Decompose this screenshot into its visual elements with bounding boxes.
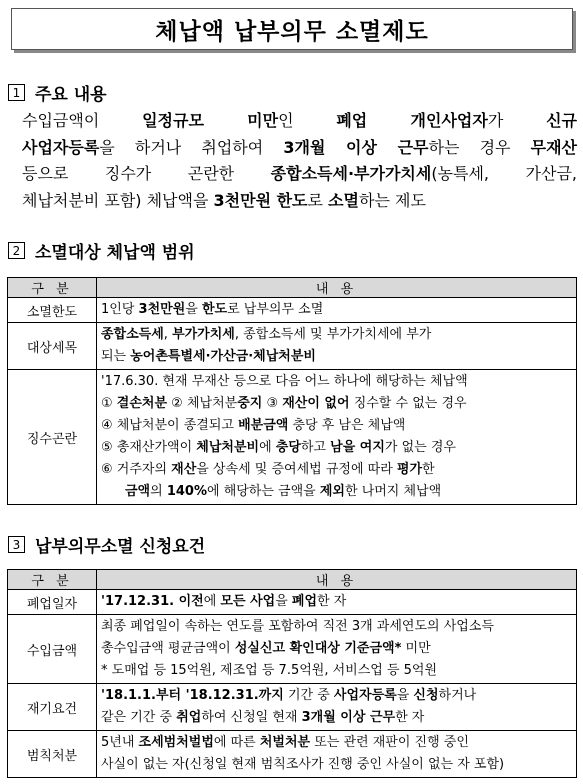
text-run: 취업 <box>176 710 202 725</box>
section-number-3: 3 <box>8 536 25 553</box>
row-content <box>97 684 577 731</box>
table-row <box>8 298 577 323</box>
section-1-paragraph <box>22 108 577 214</box>
content-line <box>101 660 572 682</box>
content-line <box>101 707 572 729</box>
text-run: , 종합소득세 및 부가가치세에 부가 <box>234 327 432 342</box>
text-run: 로 <box>307 190 329 210</box>
section-3-heading <box>8 532 205 557</box>
content-line <box>101 638 572 660</box>
section-1-heading <box>8 80 107 105</box>
text-run: 하여 신청일 현재 <box>201 710 302 725</box>
text-run: 가 <box>487 111 547 130</box>
table-row <box>8 370 577 505</box>
text-run: 3천만원 한도 <box>213 190 308 210</box>
content-line <box>101 459 572 481</box>
text-run: 을 <box>185 302 202 317</box>
row-label: 범칙처분 <box>8 731 97 778</box>
text-run: 하는 제도 <box>358 190 426 210</box>
text-run: * 도매업 등 15억원, 제조업 등 7.5억원, 서비스업 등 5억원 <box>101 663 438 678</box>
text-run: 처벌처분 <box>259 735 311 750</box>
text-run: 재산 <box>171 462 197 477</box>
text-run: 140% <box>166 484 207 499</box>
text-run: 한 나머지 체납액 <box>345 484 442 499</box>
text-run: 한도 <box>201 302 228 317</box>
section-2-title: 소멸대상 체납액 범위 <box>35 243 195 263</box>
content-line <box>101 371 572 393</box>
table-row <box>8 731 577 778</box>
text-run: 1인당 <box>101 302 139 317</box>
text-run: 제외 <box>319 484 345 499</box>
text-run: 3개월 이상 근무 <box>283 137 429 157</box>
requirements-table <box>7 569 577 778</box>
row-label: 수입금액 <box>8 615 97 684</box>
text-run: 폐업 개인사업자 <box>336 111 488 130</box>
row-content <box>97 615 577 684</box>
row-label: 폐업일자 <box>8 590 97 615</box>
text-run: 하거나 <box>438 688 477 703</box>
text-run: 종합소득세·부가가치세 <box>270 164 432 183</box>
text-run: 일정규모 미만 <box>142 111 279 130</box>
section-number-1: 1 <box>8 84 25 101</box>
row-label: 대상세목 <box>8 323 97 370</box>
row-label: 징수곤란 <box>8 370 97 505</box>
paragraph-line <box>22 188 577 215</box>
content-line <box>101 616 572 638</box>
table-row <box>8 615 577 684</box>
text-run: 사업자등록 <box>22 137 100 157</box>
text-run: 농어촌특별세·가산금·체납처분비 <box>130 349 316 364</box>
paragraph-line <box>22 135 577 162</box>
table-header-content: 내 용 <box>97 570 577 590</box>
content-line <box>101 685 572 707</box>
text-run: 성실신고 확인대상 기준금액* <box>234 641 402 656</box>
text-run: ② 체납처분 <box>167 396 238 411</box>
text-run: 부가가치세 <box>172 327 235 342</box>
text-run: 에 <box>203 594 221 609</box>
text-run: 기간 중 <box>283 688 334 703</box>
text-run: 충당 후 남은 체납액 <box>288 418 406 433</box>
text-run: ⑤ 총재산가액이 <box>101 440 197 455</box>
text-run: 조세범처벌법 <box>138 735 214 750</box>
text-run: 소멸 <box>328 190 359 210</box>
text-run: 한 <box>422 462 435 477</box>
text-run: 남을 여지 <box>330 440 385 455</box>
paragraph-line <box>22 108 577 135</box>
text-run: 의 <box>150 484 167 499</box>
row-content <box>97 298 577 323</box>
text-run: 로 납부의무 소멸 <box>227 302 324 317</box>
content-line <box>101 591 572 613</box>
text-run: 무재산 <box>530 137 578 157</box>
row-content <box>97 590 577 615</box>
text-run: 에 <box>259 440 276 455</box>
content-line <box>101 732 572 754</box>
section-1-title: 주요 내용 <box>35 85 107 105</box>
text-run: 을 <box>275 594 292 609</box>
text-run: 최종 폐업일이 속하는 연도를 포함하여 직전 3개 과세연도의 사업소득 <box>101 619 494 634</box>
text-run: 인 <box>278 111 337 130</box>
text-run: 에 따른 <box>213 735 260 750</box>
text-run: 종합소득세 <box>101 327 164 342</box>
text-run: 또는 관련 재판이 진행 중인 <box>310 735 469 750</box>
text-run: 충당 <box>275 440 301 455</box>
text-run: 사업자등록 <box>333 688 397 703</box>
table-row <box>8 323 577 370</box>
row-label: 소멸한도 <box>8 298 97 323</box>
text-run: 징수할 수 없는 경우 <box>349 396 467 411</box>
text-run: 같은 기간 중 <box>101 710 177 725</box>
text-run: 사실이 없는 자(신청일 현재 범칙조사가 진행 중인 사실이 없는 자 포함) <box>101 757 505 772</box>
text-run: 3개월 이상 근무 <box>301 710 396 725</box>
text-run: 한 자 <box>317 594 347 609</box>
text-run: 5년내 <box>101 735 139 750</box>
text-run: 평가 <box>396 462 423 477</box>
table-header-category: 구 분 <box>8 570 97 590</box>
text-run: , <box>163 327 173 342</box>
text-run: ① <box>101 396 117 411</box>
table-row <box>8 684 577 731</box>
content-line <box>101 393 572 415</box>
row-content <box>97 731 577 778</box>
text-run: '18.1.1.부터 '18.12.31.까지 <box>101 688 284 703</box>
text-run: 신청 <box>413 688 439 703</box>
row-label: 재기요건 <box>8 684 97 731</box>
text-run: 을 상속세 및 증여세법 규정에 따라 <box>196 462 397 477</box>
text-run: 등으로 징수가 곤란한 <box>22 164 271 183</box>
text-run: 중지 <box>237 396 263 411</box>
text-run: '17.6.30. 현재 무재산 등으로 다음 어느 하나에 해당하는 체납액 <box>101 374 468 389</box>
paragraph-line <box>22 161 577 188</box>
text-run: 을 <box>396 688 414 703</box>
text-run: 금액 <box>125 484 151 499</box>
row-content <box>97 323 577 370</box>
text-run: 배분금액 <box>238 418 289 433</box>
text-run: '17.12.31. 이전 <box>101 594 204 609</box>
text-run: 3천만원 <box>138 302 186 317</box>
text-run: 한 자 <box>395 710 425 725</box>
text-run: 하는 경우 <box>428 137 531 157</box>
text-run: 폐업 <box>291 594 318 609</box>
text-run: 되는 <box>101 349 131 364</box>
section-3-title: 납부의무소멸 신청요건 <box>35 537 206 557</box>
text-run: 가 없는 경우 <box>384 440 456 455</box>
text-run: 신규 <box>546 111 577 130</box>
table-header-content: 내 용 <box>97 278 577 298</box>
content-line <box>101 324 572 346</box>
scope-table <box>7 277 577 505</box>
section-2-heading <box>8 238 195 263</box>
text-run: 체납처분비 포함) 체납액을 <box>22 190 214 210</box>
text-run: 체납처분비 <box>196 440 260 455</box>
text-run: 미만 <box>401 641 431 656</box>
text-run: 에 해당하는 금액을 <box>207 484 320 499</box>
text-run: 을 하거나 취업하여 <box>99 137 284 157</box>
content-line <box>101 481 572 503</box>
row-content <box>97 370 577 505</box>
text-run: 수입금액이 <box>22 111 143 130</box>
text-run: ④ 체납처분이 종결되고 <box>101 418 239 433</box>
text-run: 하고 <box>300 440 331 455</box>
page-title: 체납액 납부의무 소멸제도 <box>11 8 573 50</box>
text-run: ⑥ 거주자의 <box>101 462 172 477</box>
content-line <box>101 415 572 437</box>
table-row <box>8 590 577 615</box>
text-run: 모든 사업 <box>220 594 276 609</box>
text-run: ③ <box>262 396 283 411</box>
content-line <box>101 346 572 368</box>
text-run: 재산이 없어 <box>282 396 350 411</box>
text-run: (농특세, 가산금, <box>431 164 577 183</box>
table-header-category: 구 분 <box>8 278 97 298</box>
section-number-2: 2 <box>8 242 25 259</box>
text-run: 총수입금액 평균금액이 <box>101 641 235 656</box>
content-line <box>101 299 572 321</box>
content-line <box>101 437 572 459</box>
content-line <box>101 754 572 776</box>
text-run: 결손처분 <box>116 396 168 411</box>
